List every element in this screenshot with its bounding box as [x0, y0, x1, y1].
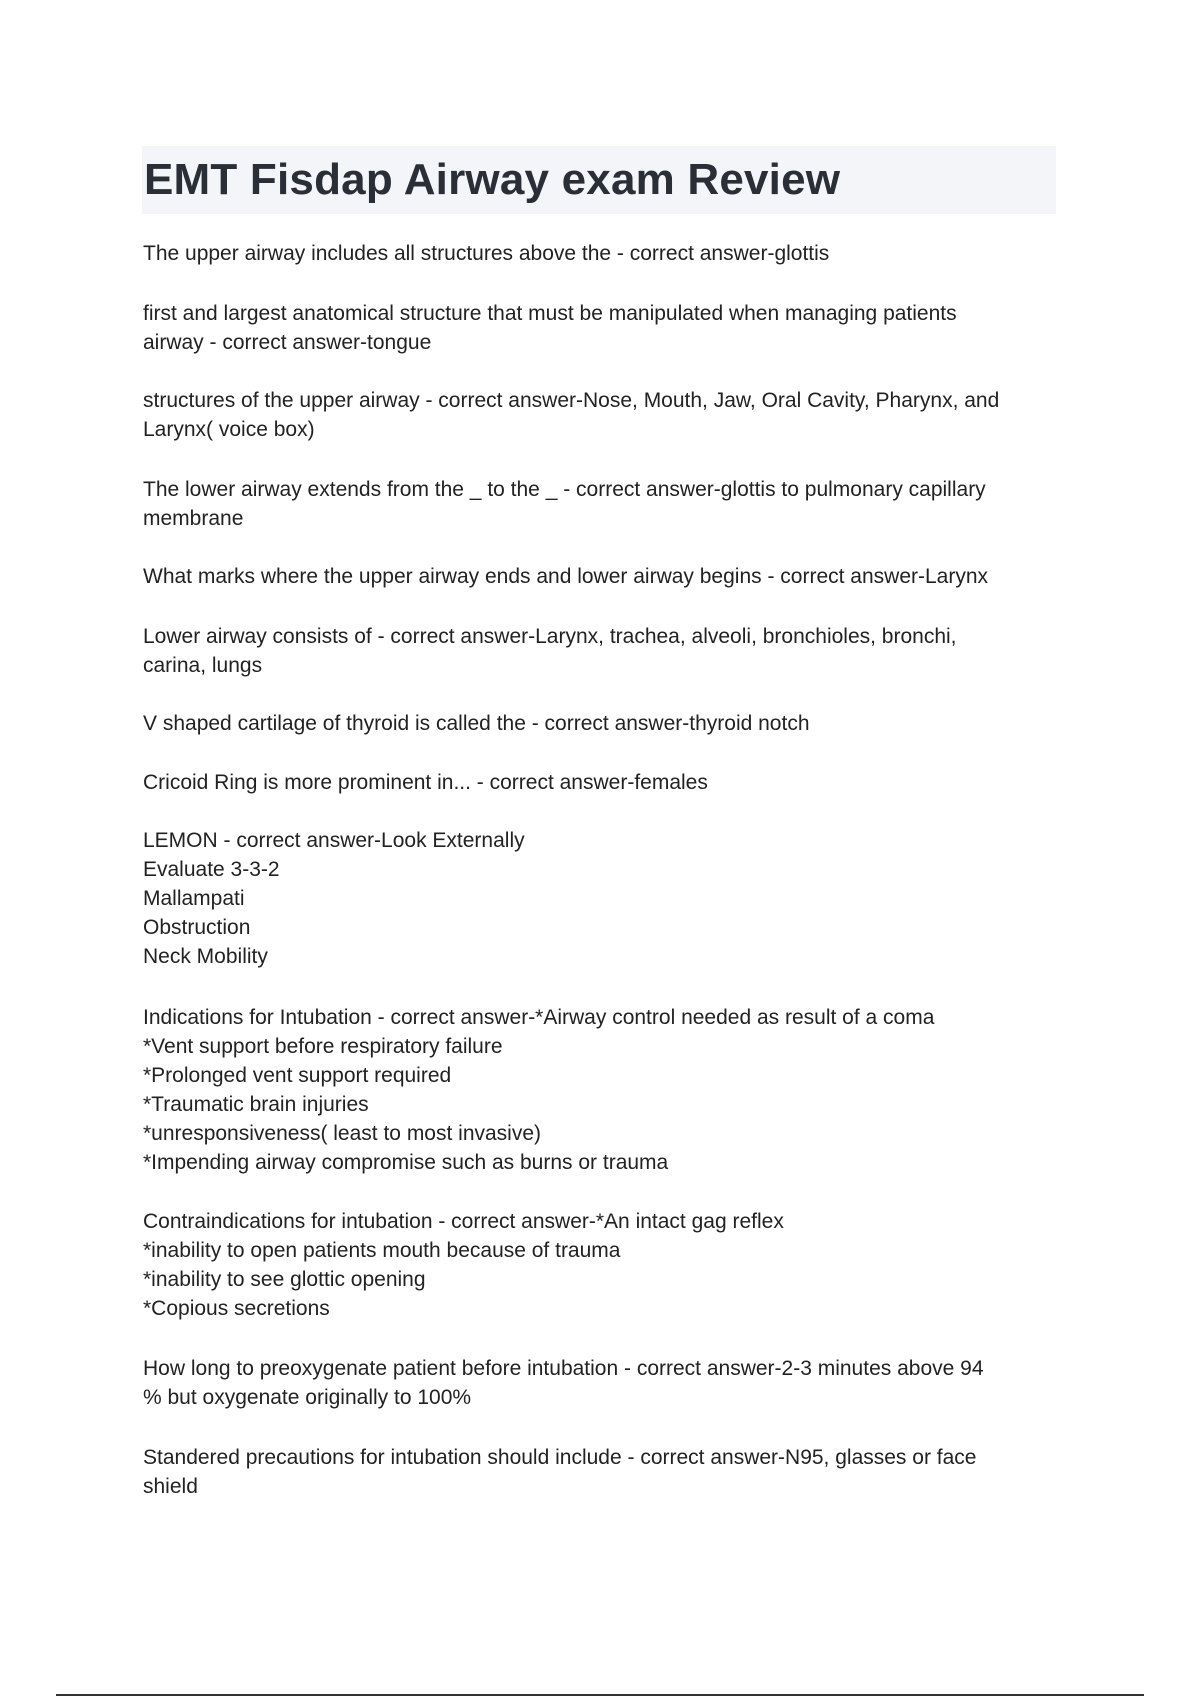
qa-line: V shaped cartilage of thyroid is called the - correct answer-thyroid notch	[143, 712, 810, 735]
qa-entry	[143, 1354, 1053, 1412]
qa-line: LEMON - correct answer-Look Externally	[143, 829, 525, 852]
qa-line: Neck Mobility	[143, 945, 268, 968]
qa-entry	[143, 1207, 1053, 1323]
qa-entry	[143, 239, 1053, 268]
qa-line: Larynx( voice box)	[143, 418, 315, 441]
title-banner	[142, 146, 1056, 214]
qa-line: shield	[143, 1475, 198, 1498]
page-title: EMT Fisdap Airway exam Review	[144, 155, 841, 204]
qa-line: The lower airway extends from the _ to the _ - correct answer-glottis to pulmonary capillary	[143, 478, 986, 501]
qa-entry	[143, 299, 1053, 357]
qa-line: % but oxygenate originally to 100%	[143, 1386, 472, 1409]
qa-line: *Vent support before respiratory failure	[143, 1035, 503, 1058]
qa-line: *Copious secretions	[143, 1297, 330, 1320]
qa-line: Obstruction	[143, 916, 251, 939]
qa-line: *inability to open patients mouth because of trauma	[143, 1239, 621, 1262]
qa-line: carina, lungs	[143, 654, 263, 677]
qa-line: Contraindications for intubation - correct answer-*An intact gag reflex	[143, 1210, 784, 1233]
qa-line: *Traumatic brain injuries	[143, 1093, 369, 1116]
qa-line: first and largest anatomical structure that must be manipulated when managing patients	[143, 302, 957, 325]
qa-line: Indications for Intubation - correct answer-*Airway control needed as result of a coma	[143, 1006, 935, 1029]
qa-line: membrane	[143, 507, 244, 530]
qa-entry	[143, 768, 1053, 797]
qa-line: *Impending airway compromise such as burns or trauma	[143, 1151, 669, 1174]
qa-line: Standered precautions for intubation should include - correct answer-N95, glasses or face	[143, 1446, 977, 1469]
qa-entry	[143, 826, 1053, 971]
qa-entry	[143, 1003, 1053, 1177]
qa-entry	[143, 475, 1053, 533]
qa-line: Evaluate 3-3-2	[143, 858, 280, 881]
qa-entry	[143, 386, 1053, 444]
qa-line: Mallampati	[143, 887, 245, 910]
qa-entry	[143, 709, 1053, 738]
qa-line: Cricoid Ring is more prominent in... - correct answer-females	[143, 771, 708, 794]
qa-line: How long to preoxygenate patient before intubation - correct answer-2-3 minutes above 94	[143, 1357, 984, 1380]
qa-line: What marks where the upper airway ends and lower airway begins - correct answer-Larynx	[143, 565, 989, 588]
qa-line: structures of the upper airway - correct answer-Nose, Mouth, Jaw, Oral Cavity, Pharynx, and	[143, 389, 1000, 412]
qa-line: Lower airway consists of - correct answer-Larynx, trachea, alveoli, bronchioles, bronchi,	[143, 625, 957, 648]
footer-divider	[56, 1694, 1144, 1696]
qa-entry	[143, 1443, 1053, 1501]
qa-line: *inability to see glottic opening	[143, 1268, 426, 1291]
qa-line: The upper airway includes all structures above the - correct answer-glottis	[143, 242, 830, 265]
qa-entry	[143, 622, 1053, 680]
qa-line: *Prolonged vent support required	[143, 1064, 452, 1087]
qa-line: airway - correct answer-tongue	[143, 331, 432, 354]
qa-entry	[143, 562, 1053, 591]
qa-line: *unresponsiveness( least to most invasive)	[143, 1122, 542, 1145]
